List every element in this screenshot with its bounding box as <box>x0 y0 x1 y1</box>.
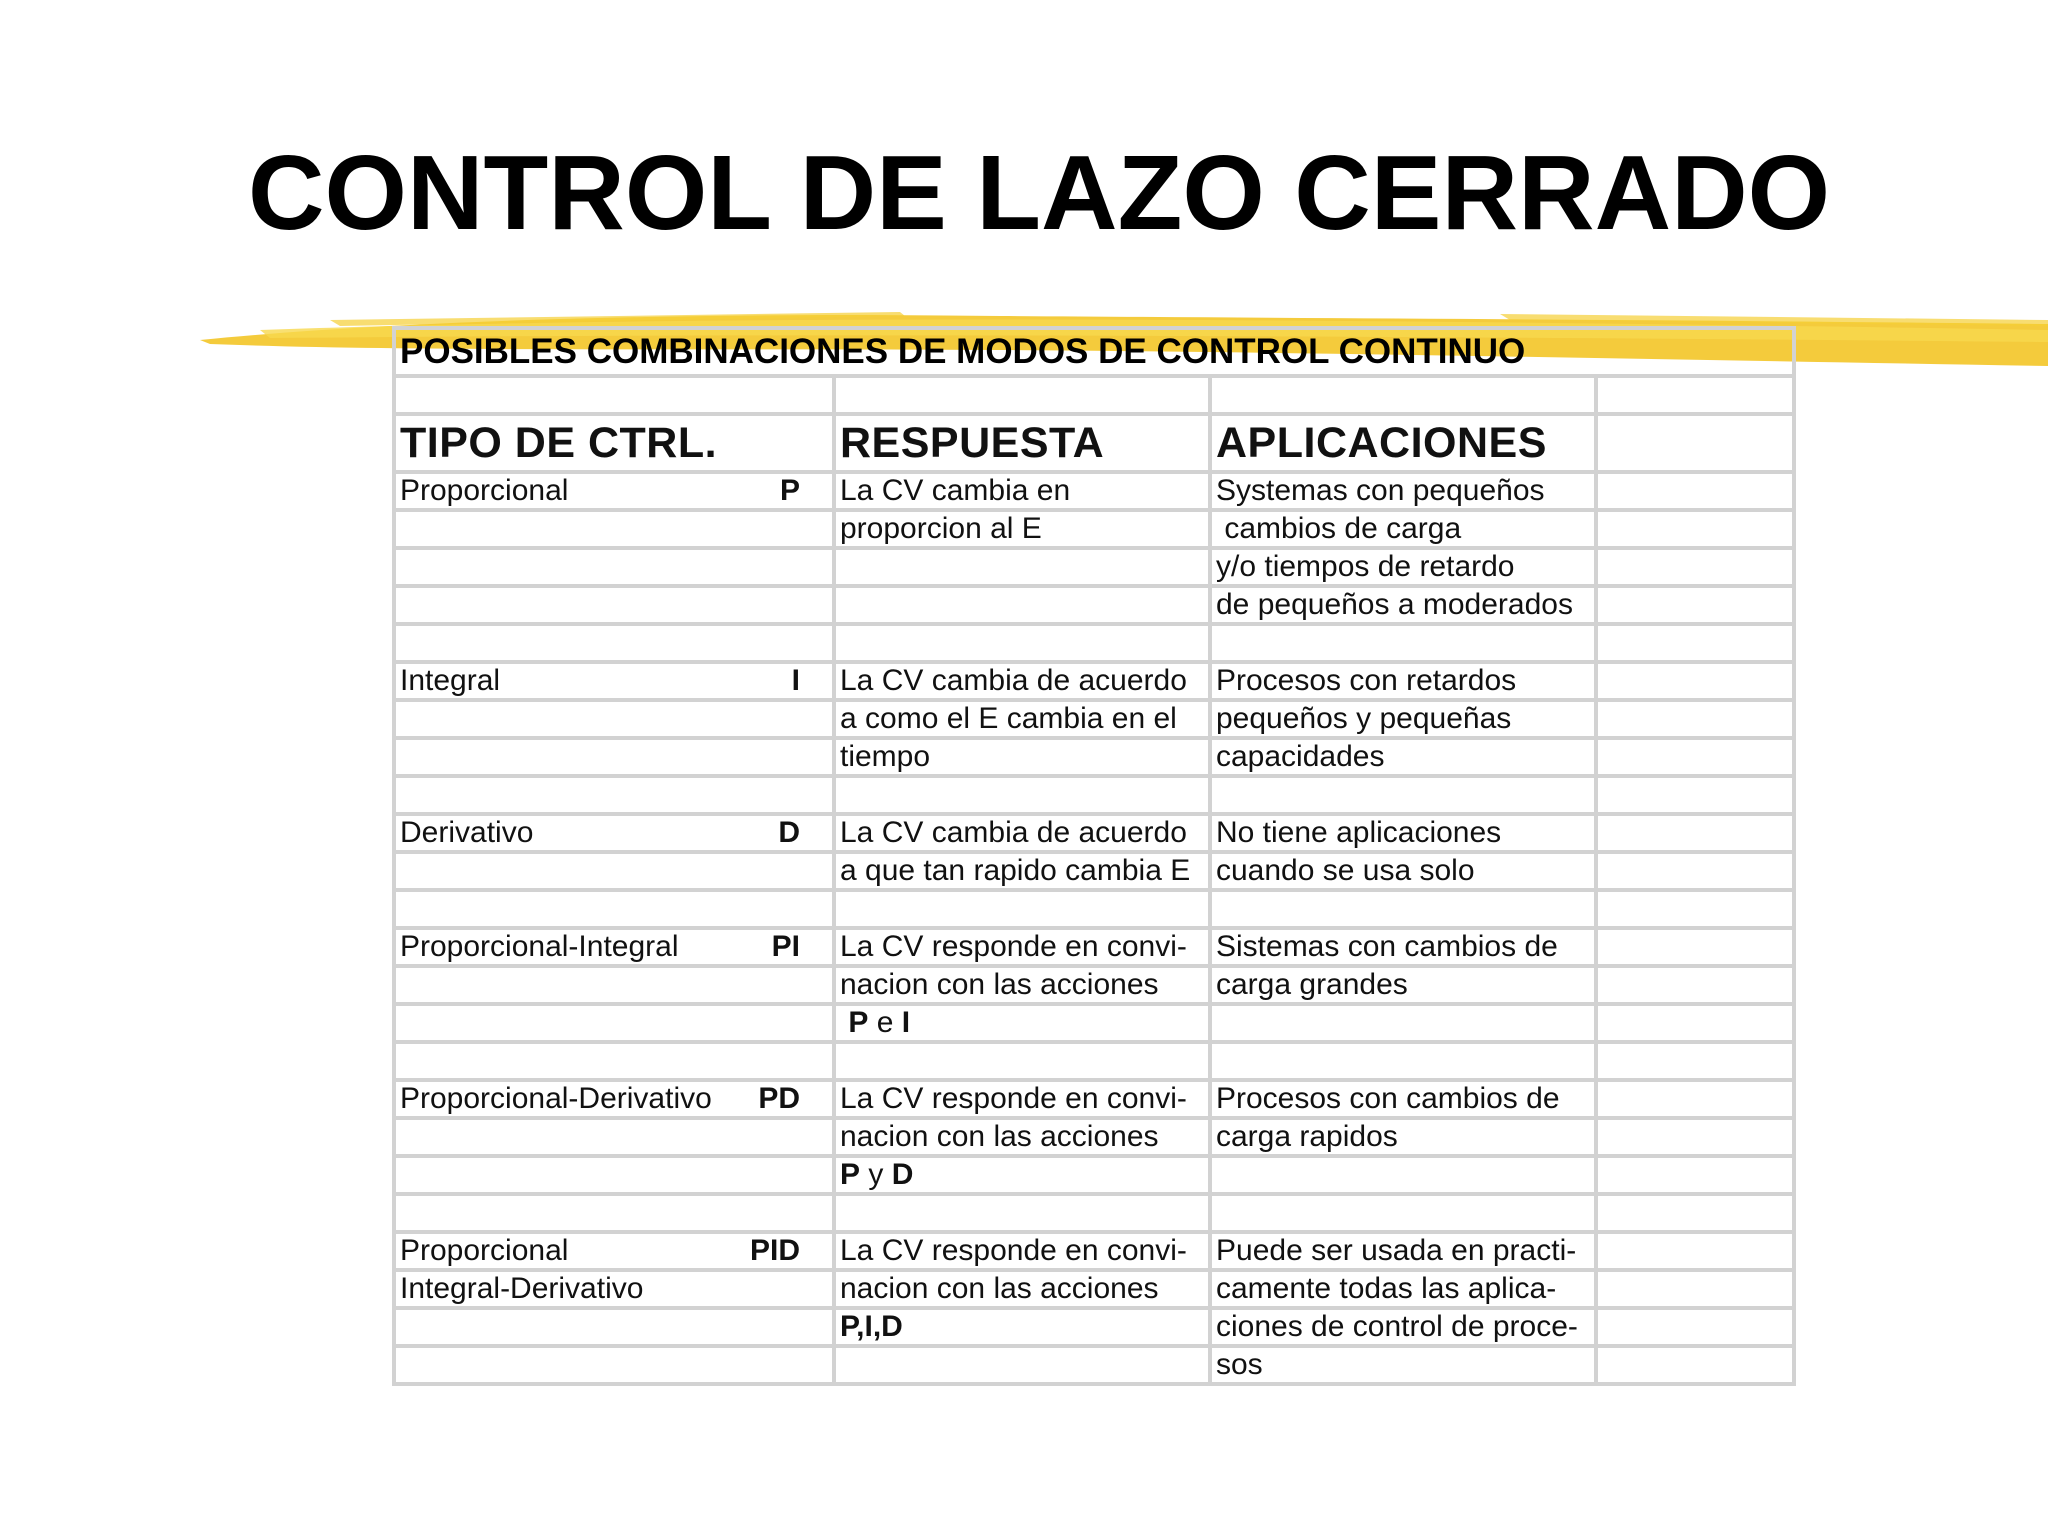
table-row <box>394 852 1794 890</box>
cell-aplicaciones: Procesos con cambios de <box>1210 1080 1596 1118</box>
table-banner-row <box>394 328 1794 376</box>
cell-empty <box>1596 624 1794 662</box>
cell-aplicaciones: cuando se usa solo <box>1210 852 1596 890</box>
table-row <box>394 1042 1794 1080</box>
respuesta-part: D <box>891 1158 914 1191</box>
table-row <box>394 1118 1794 1156</box>
table-row <box>394 548 1794 586</box>
cell-respuesta <box>834 1308 1210 1346</box>
cell-empty <box>1596 1004 1794 1042</box>
tipo-code: PID <box>749 1234 800 1267</box>
table-row <box>394 928 1794 966</box>
tipo-label: Proporcional-Derivativo <box>400 1082 712 1115</box>
cell-empty <box>1596 890 1794 928</box>
cell-aplicaciones: No tiene aplicaciones <box>1210 814 1596 852</box>
cell-tipo <box>394 890 834 928</box>
respuesta-part: e <box>868 1006 902 1039</box>
cell-empty <box>1596 1118 1794 1156</box>
cell-aplicaciones <box>1210 1004 1596 1042</box>
tipo-label: Derivativo <box>400 816 534 849</box>
cell-empty <box>1596 814 1794 852</box>
cell-respuesta: nacion con las acciones <box>834 1270 1210 1308</box>
cell-respuesta: La CV cambia en <box>834 472 1210 510</box>
respuesta-part: I <box>901 1006 911 1039</box>
cell-aplicaciones: Systemas con pequeños <box>1210 472 1596 510</box>
cell-tipo <box>394 738 834 776</box>
table-row <box>394 1080 1794 1118</box>
table-row <box>394 586 1794 624</box>
respuesta-part: P,I,D <box>840 1310 903 1343</box>
header-empty <box>1596 414 1794 472</box>
slide-title: CONTROL DE LAZO CERRADO <box>248 134 1831 252</box>
cell-empty <box>1596 1194 1794 1232</box>
cell-aplicaciones: Procesos con retardos <box>1210 662 1596 700</box>
cell-respuesta: La CV responde en convi- <box>834 1232 1210 1270</box>
table-banner: POSIBLES COMBINACIONES DE MODOS DE CONTROL CONTINUO <box>394 328 1794 376</box>
table-row <box>394 1004 1794 1042</box>
cell-respuesta <box>834 1042 1210 1080</box>
respuesta-part: y <box>860 1158 892 1191</box>
cell-aplicaciones: pequeños y pequeñas <box>1210 700 1596 738</box>
cell-empty <box>1596 852 1794 890</box>
column-header-row <box>394 414 1794 472</box>
cell-aplicaciones <box>1210 1194 1596 1232</box>
cell-tipo <box>394 1232 834 1270</box>
table-row <box>394 966 1794 1004</box>
cell-aplicaciones: carga grandes <box>1210 966 1596 1004</box>
cell-tipo <box>394 1156 834 1194</box>
cell-aplicaciones <box>1210 1156 1596 1194</box>
cell-empty <box>1596 1346 1794 1384</box>
cell-aplicaciones: ciones de control de proce- <box>1210 1308 1596 1346</box>
cell-aplicaciones: y/o tiempos de retardo <box>1210 548 1596 586</box>
table-row <box>394 1156 1794 1194</box>
cell-respuesta: La CV responde en convi- <box>834 928 1210 966</box>
cell-respuesta: nacion con las acciones <box>834 966 1210 1004</box>
tipo-label: Proporcional <box>400 1234 569 1267</box>
cell-aplicaciones <box>1210 624 1596 662</box>
cell-aplicaciones <box>1210 1042 1596 1080</box>
cell-empty <box>1596 1042 1794 1080</box>
cell-empty <box>1596 700 1794 738</box>
cell-tipo <box>394 472 834 510</box>
cell-empty <box>1596 1270 1794 1308</box>
cell-aplicaciones: Puede ser usada en practi- <box>1210 1232 1596 1270</box>
cell-tipo <box>394 1118 834 1156</box>
table-row <box>394 1232 1794 1270</box>
table-row <box>394 1270 1794 1308</box>
cell-respuesta <box>834 1004 1210 1042</box>
cell-respuesta: La CV cambia de acuerdo <box>834 662 1210 700</box>
tipo-label: Integral <box>400 664 501 697</box>
cell-respuesta <box>834 548 1210 586</box>
cell-aplicaciones: de pequeños a moderados <box>1210 586 1596 624</box>
tipo-label: Proporcional-Integral <box>400 930 679 963</box>
tipo-code: D <box>778 816 800 849</box>
cell-empty <box>1596 1308 1794 1346</box>
cell-aplicaciones: sos <box>1210 1346 1596 1384</box>
table-row <box>394 890 1794 928</box>
cell-tipo <box>394 548 834 586</box>
cell-tipo <box>394 1308 834 1346</box>
respuesta-part: P <box>848 1006 869 1039</box>
table-row <box>394 814 1794 852</box>
cell-respuesta: proporcion al E <box>834 510 1210 548</box>
cell-respuesta <box>834 1156 1210 1194</box>
cell-tipo <box>394 814 834 852</box>
cell-tipo <box>394 662 834 700</box>
cell-empty <box>1596 738 1794 776</box>
cell-aplicaciones: carga rapidos <box>1210 1118 1596 1156</box>
cell-aplicaciones <box>1210 890 1596 928</box>
cell-respuesta: tiempo <box>834 738 1210 776</box>
header-aplicaciones: APLICACIONES <box>1210 414 1596 472</box>
cell-respuesta <box>834 890 1210 928</box>
cell-empty <box>1596 928 1794 966</box>
data-table-container <box>392 326 1792 1484</box>
tipo-label: Integral-Derivativo <box>400 1272 644 1305</box>
table-row <box>394 624 1794 662</box>
header-respuesta: RESPUESTA <box>834 414 1210 472</box>
cell-respuesta <box>834 1346 1210 1384</box>
cell-tipo <box>394 510 834 548</box>
cell-empty <box>1596 1080 1794 1118</box>
tipo-code: P <box>779 474 800 507</box>
cell-tipo <box>394 852 834 890</box>
cell-aplicaciones: camente todas las aplica- <box>1210 1270 1596 1308</box>
cell-tipo <box>394 1080 834 1118</box>
cell-empty <box>1596 966 1794 1004</box>
cell-respuesta: nacion con las acciones <box>834 1118 1210 1156</box>
table-row <box>394 510 1794 548</box>
respuesta-part: P <box>840 1158 861 1191</box>
cell-aplicaciones <box>1210 776 1596 814</box>
cell-empty <box>1596 662 1794 700</box>
cell-empty <box>1596 586 1794 624</box>
cell-tipo <box>394 776 834 814</box>
table-row <box>394 1346 1794 1384</box>
cell-tipo <box>394 700 834 738</box>
cell-empty <box>1596 1156 1794 1194</box>
table-row <box>394 1194 1794 1232</box>
cell-respuesta <box>834 776 1210 814</box>
table-row <box>394 738 1794 776</box>
cell-empty <box>1596 1232 1794 1270</box>
header-tipo: TIPO DE CTRL. <box>394 414 834 472</box>
cell-respuesta <box>834 586 1210 624</box>
cell-tipo <box>394 1270 834 1308</box>
cell-empty <box>1596 510 1794 548</box>
cell-tipo <box>394 928 834 966</box>
table-row <box>394 700 1794 738</box>
table-row <box>394 1308 1794 1346</box>
cell-tipo <box>394 1194 834 1232</box>
cell-tipo <box>394 966 834 1004</box>
cell-aplicaciones: Sistemas con cambios de <box>1210 928 1596 966</box>
cell-respuesta <box>834 624 1210 662</box>
cell-aplicaciones: capacidades <box>1210 738 1596 776</box>
cell-tipo <box>394 1004 834 1042</box>
tipo-code: I <box>791 664 800 697</box>
table-row <box>394 662 1794 700</box>
spacer-row <box>394 376 1794 414</box>
cell-respuesta: a como el E cambia en el <box>834 700 1210 738</box>
cell-aplicaciones: cambios de carga <box>1210 510 1596 548</box>
table-row <box>394 776 1794 814</box>
cell-tipo <box>394 624 834 662</box>
table-row <box>394 472 1794 510</box>
tipo-label: Proporcional <box>400 474 569 507</box>
cell-respuesta: La CV cambia de acuerdo <box>834 814 1210 852</box>
cell-empty <box>1596 776 1794 814</box>
cell-respuesta: a que tan rapido cambia E <box>834 852 1210 890</box>
tipo-code: PD <box>758 1082 800 1115</box>
cell-respuesta <box>834 1194 1210 1232</box>
tipo-code: PI <box>771 930 800 963</box>
cell-respuesta: La CV responde en convi- <box>834 1080 1210 1118</box>
cell-tipo <box>394 586 834 624</box>
cell-tipo <box>394 1042 834 1080</box>
control-modes-table <box>392 326 1796 1386</box>
cell-tipo <box>394 1346 834 1384</box>
cell-empty <box>1596 548 1794 586</box>
cell-empty <box>1596 472 1794 510</box>
